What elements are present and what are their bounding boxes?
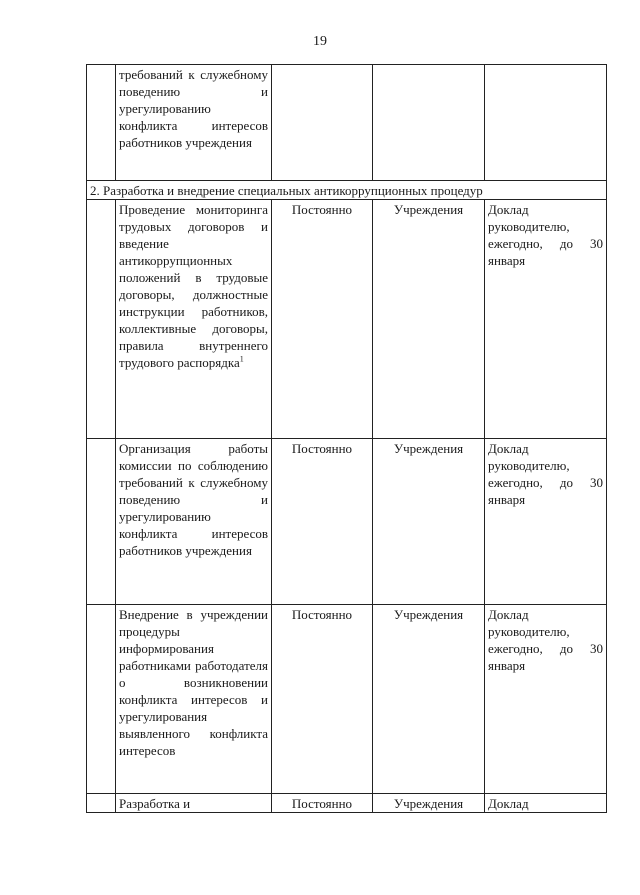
executor-cell: Учреждения xyxy=(373,200,485,439)
executor-cell xyxy=(373,65,485,181)
event-text: Проведение мониторинга трудовых договоров и введение антикоррупционных положений в трудовые договоры, должностные инструкции работников, коллективные договоры, правила внутреннего трудового распорядка xyxy=(119,202,268,370)
event-cell: Разработка и xyxy=(116,794,272,813)
section-title: 2. Разработка и внедрение специальных антикоррупционных процедур xyxy=(87,181,607,200)
number-cell xyxy=(87,439,116,605)
event-cell: Организация работы комиссии по соблюдению требований к служебному поведению и урегулированию конфликта интересов работников учреждения xyxy=(116,439,272,605)
measures-table xyxy=(86,64,607,813)
page-number: 19 xyxy=(313,34,327,49)
event-cell xyxy=(116,200,272,439)
section-row xyxy=(87,181,607,200)
table-row xyxy=(87,605,607,794)
term-cell: Постоянно xyxy=(272,605,373,794)
term-cell: Постоянно xyxy=(272,439,373,605)
term-cell xyxy=(272,65,373,181)
result-cell: Доклад xyxy=(485,794,607,813)
footnote-marker: 1 xyxy=(239,354,244,364)
event-cell: Внедрение в учреждении процедуры информирования работниками работодателя о возникновении конфликта интересов и урегулирования выявленного конфликта интересов xyxy=(116,605,272,794)
table-row xyxy=(87,439,607,605)
number-cell xyxy=(87,794,116,813)
executor-cell: Учреждения xyxy=(373,794,485,813)
event-cell: требований к служебному поведению и урегулированию конфликта интересов работников учреждения xyxy=(116,65,272,181)
number-cell xyxy=(87,200,116,439)
number-cell xyxy=(87,605,116,794)
executor-cell: Учреждения xyxy=(373,439,485,605)
result-cell xyxy=(485,65,607,181)
number-cell xyxy=(87,65,116,181)
table-row xyxy=(87,200,607,439)
result-cell: Доклад руководителю, ежегодно, до 30 января xyxy=(485,605,607,794)
result-cell: Доклад руководителю, ежегодно, до 30 января xyxy=(485,200,607,439)
term-cell: Постоянно xyxy=(272,200,373,439)
term-cell: Постоянно xyxy=(272,794,373,813)
table-row-continued xyxy=(87,65,607,181)
result-cell: Доклад руководителю, ежегодно, до 30 января xyxy=(485,439,607,605)
executor-cell: Учреждения xyxy=(373,605,485,794)
table-row xyxy=(87,794,607,813)
